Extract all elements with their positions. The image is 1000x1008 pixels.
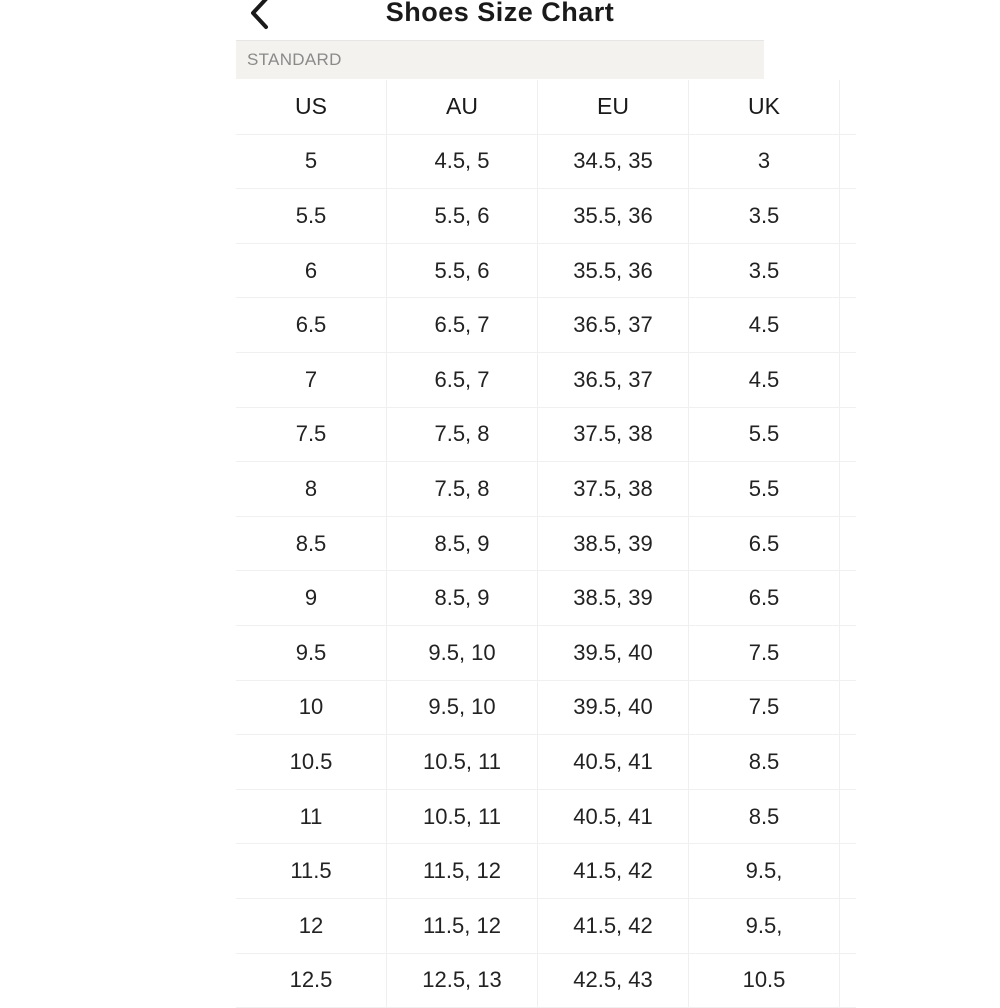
table-cell-uk: 9.5, — [689, 899, 840, 953]
table-row — [236, 790, 856, 845]
table-cell-us: 11.5 — [236, 844, 387, 898]
size-chart-screen — [236, 0, 764, 1000]
table-cell-au: 10.5, 11 — [387, 735, 538, 789]
table-cell-us: 10 — [236, 681, 387, 735]
table-row — [236, 844, 856, 899]
table-cell-au: 12.5, 13 — [387, 954, 538, 1008]
table-cell-eu: 39.5, 40 — [538, 681, 689, 735]
column-header-au: AU — [387, 80, 538, 134]
table-cell-uk: 7.5 — [689, 681, 840, 735]
table-cell-uk: 4.5 — [689, 298, 840, 352]
column-header-us: US — [236, 80, 387, 134]
table-row — [236, 244, 856, 299]
table-cell-eu: 35.5, 36 — [538, 244, 689, 298]
table-cell-eu: 37.5, 38 — [538, 462, 689, 516]
table-cell-au: 4.5, 5 — [387, 135, 538, 189]
table-cell-uk: 3.5 — [689, 189, 840, 243]
table-row — [236, 189, 856, 244]
table-cell-eu: 38.5, 39 — [538, 571, 689, 625]
navigation-bar — [236, 0, 764, 41]
table-cell-uk: 8.5 — [689, 790, 840, 844]
table-cell-uk: 6.5 — [689, 517, 840, 571]
table-row — [236, 517, 856, 572]
table-cell-au: 9.5, 10 — [387, 626, 538, 680]
table-cell-uk: 9.5, — [689, 844, 840, 898]
table-row — [236, 408, 856, 463]
table-cell-eu: 42.5, 43 — [538, 954, 689, 1008]
table-cell-eu: 35.5, 36 — [538, 189, 689, 243]
table-cell-us: 8.5 — [236, 517, 387, 571]
table-row — [236, 735, 856, 790]
size-table[interactable] — [236, 80, 856, 1008]
table-cell-eu: 36.5, 37 — [538, 298, 689, 352]
column-header-eu: EU — [538, 80, 689, 134]
table-cell-us: 7 — [236, 353, 387, 407]
table-row — [236, 954, 856, 1008]
table-cell-us: 9.5 — [236, 626, 387, 680]
table-cell-us: 9 — [236, 571, 387, 625]
table-cell-au: 6.5, 7 — [387, 353, 538, 407]
table-cell-uk: 4.5 — [689, 353, 840, 407]
table-cell-uk: 5.5 — [689, 462, 840, 516]
table-cell-eu: 41.5, 42 — [538, 844, 689, 898]
column-header-uk: UK — [689, 80, 840, 134]
table-cell-uk: 6.5 — [689, 571, 840, 625]
table-cell-eu: 39.5, 40 — [538, 626, 689, 680]
table-cell-au: 8.5, 9 — [387, 517, 538, 571]
table-cell-us: 10.5 — [236, 735, 387, 789]
section-header-label: STANDARD — [247, 50, 342, 70]
table-header-row — [236, 80, 856, 135]
table-cell-us: 5 — [236, 135, 387, 189]
table-row — [236, 571, 856, 626]
table-cell-us: 12.5 — [236, 954, 387, 1008]
table-cell-us: 7.5 — [236, 408, 387, 462]
table-cell-uk: 10.5 — [689, 954, 840, 1008]
table-cell-eu: 41.5, 42 — [538, 899, 689, 953]
table-cell-eu: 40.5, 41 — [538, 735, 689, 789]
table-cell-us: 8 — [236, 462, 387, 516]
page-title: Shoes Size Chart — [236, 0, 764, 36]
table-cell-us: 11 — [236, 790, 387, 844]
table-cell-eu: 34.5, 35 — [538, 135, 689, 189]
table-row — [236, 899, 856, 954]
table-cell-eu: 36.5, 37 — [538, 353, 689, 407]
table-row — [236, 353, 856, 408]
table-cell-au: 11.5, 12 — [387, 844, 538, 898]
table-row — [236, 626, 856, 681]
table-cell-au: 8.5, 9 — [387, 571, 538, 625]
table-cell-au: 5.5, 6 — [387, 244, 538, 298]
table-cell-uk: 3 — [689, 135, 840, 189]
table-cell-au: 7.5, 8 — [387, 408, 538, 462]
table-cell-us: 12 — [236, 899, 387, 953]
table-cell-au: 6.5, 7 — [387, 298, 538, 352]
table-cell-uk: 7.5 — [689, 626, 840, 680]
section-header — [236, 41, 764, 79]
table-cell-uk: 8.5 — [689, 735, 840, 789]
table-cell-au: 11.5, 12 — [387, 899, 538, 953]
table-row — [236, 135, 856, 190]
table-cell-us: 5.5 — [236, 189, 387, 243]
table-cell-us: 6.5 — [236, 298, 387, 352]
table-cell-au: 7.5, 8 — [387, 462, 538, 516]
table-row — [236, 462, 856, 517]
table-cell-au: 5.5, 6 — [387, 189, 538, 243]
table-cell-uk: 3.5 — [689, 244, 840, 298]
table-row — [236, 681, 856, 736]
table-cell-eu: 37.5, 38 — [538, 408, 689, 462]
table-cell-uk: 5.5 — [689, 408, 840, 462]
table-row — [236, 298, 856, 353]
table-cell-us: 6 — [236, 244, 387, 298]
table-body — [236, 135, 856, 1008]
table-cell-au: 10.5, 11 — [387, 790, 538, 844]
table-cell-au: 9.5, 10 — [387, 681, 538, 735]
table-cell-eu: 40.5, 41 — [538, 790, 689, 844]
table-cell-eu: 38.5, 39 — [538, 517, 689, 571]
